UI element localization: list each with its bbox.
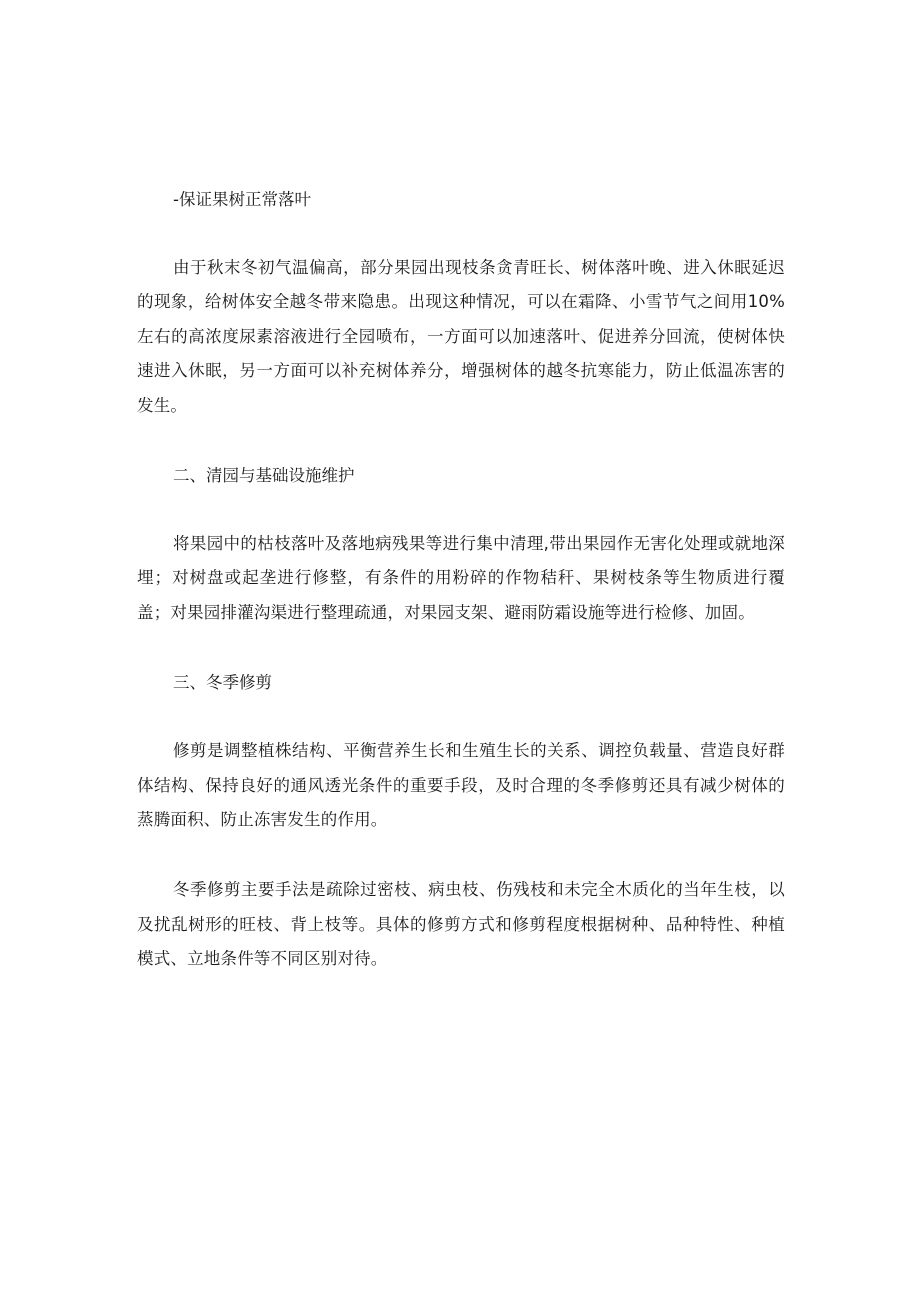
section-heading-leaf-drop: -保证果树正常落叶 xyxy=(173,190,311,209)
paragraph-orchard-cleaning: 将果园中的枯枝落叶及落地病残果等进行集中清理,带出果园作无害化处理或就地深埋；对树盘或起垄进行修整，有条件的用粉碎的作物秸秆、果树枝条等生物质进行覆盖；对果园排灌沟渠进行整理疏通，对果园支架、避雨防霜设施等进行检修、加固。 xyxy=(137,534,785,622)
spacer xyxy=(137,630,785,666)
paragraph-leaf-drop: 由于秋末冬初气温偏高，部分果园出现枝条贪青旺长、树体落叶晚、进入休眠延迟的现象，给树体安全越冬带来隐患。出现这种情况，可以在霜降、小雪节气之间用10%左右的高浓度尿素溶液进行全园喷布，一方面可以加速落叶、促进养分回流，使树体快速进入休眠，另一方面可以补充树体养分，增强树体的越冬抗寒能力，防止低温冻害的发生。 xyxy=(137,258,785,415)
paragraph-pruning-purpose: 修剪是调整植株结构、平衡营养生长和生殖生长的关系、调控负载量、营造良好群体结构、保持良好的通风透光条件的重要手段，及时合理的冬季修剪还具有减少树体的蒸腾面积、防止冻害发生的作用。 xyxy=(137,741,785,830)
spacer xyxy=(137,837,785,873)
spacer xyxy=(137,217,785,251)
spacer xyxy=(137,493,785,527)
section-heading-orchard-cleaning: 二、清园与基础设施维护 xyxy=(173,466,355,486)
spacer xyxy=(137,700,785,734)
document-body xyxy=(137,183,785,977)
spacer xyxy=(137,423,785,459)
section-heading-winter-pruning: 三、冬季修剪 xyxy=(173,673,272,693)
paragraph-pruning-methods: 冬季修剪主要手法是疏除过密枝、病虫枝、伤残枝和未完全木质化的当年生枝，以及扰乱树形的旺枝、背上枝等。具体的修剪方式和修剪程度根据树种、品种特性、种植模式、立地条件等不同区别对待。 xyxy=(137,880,785,969)
